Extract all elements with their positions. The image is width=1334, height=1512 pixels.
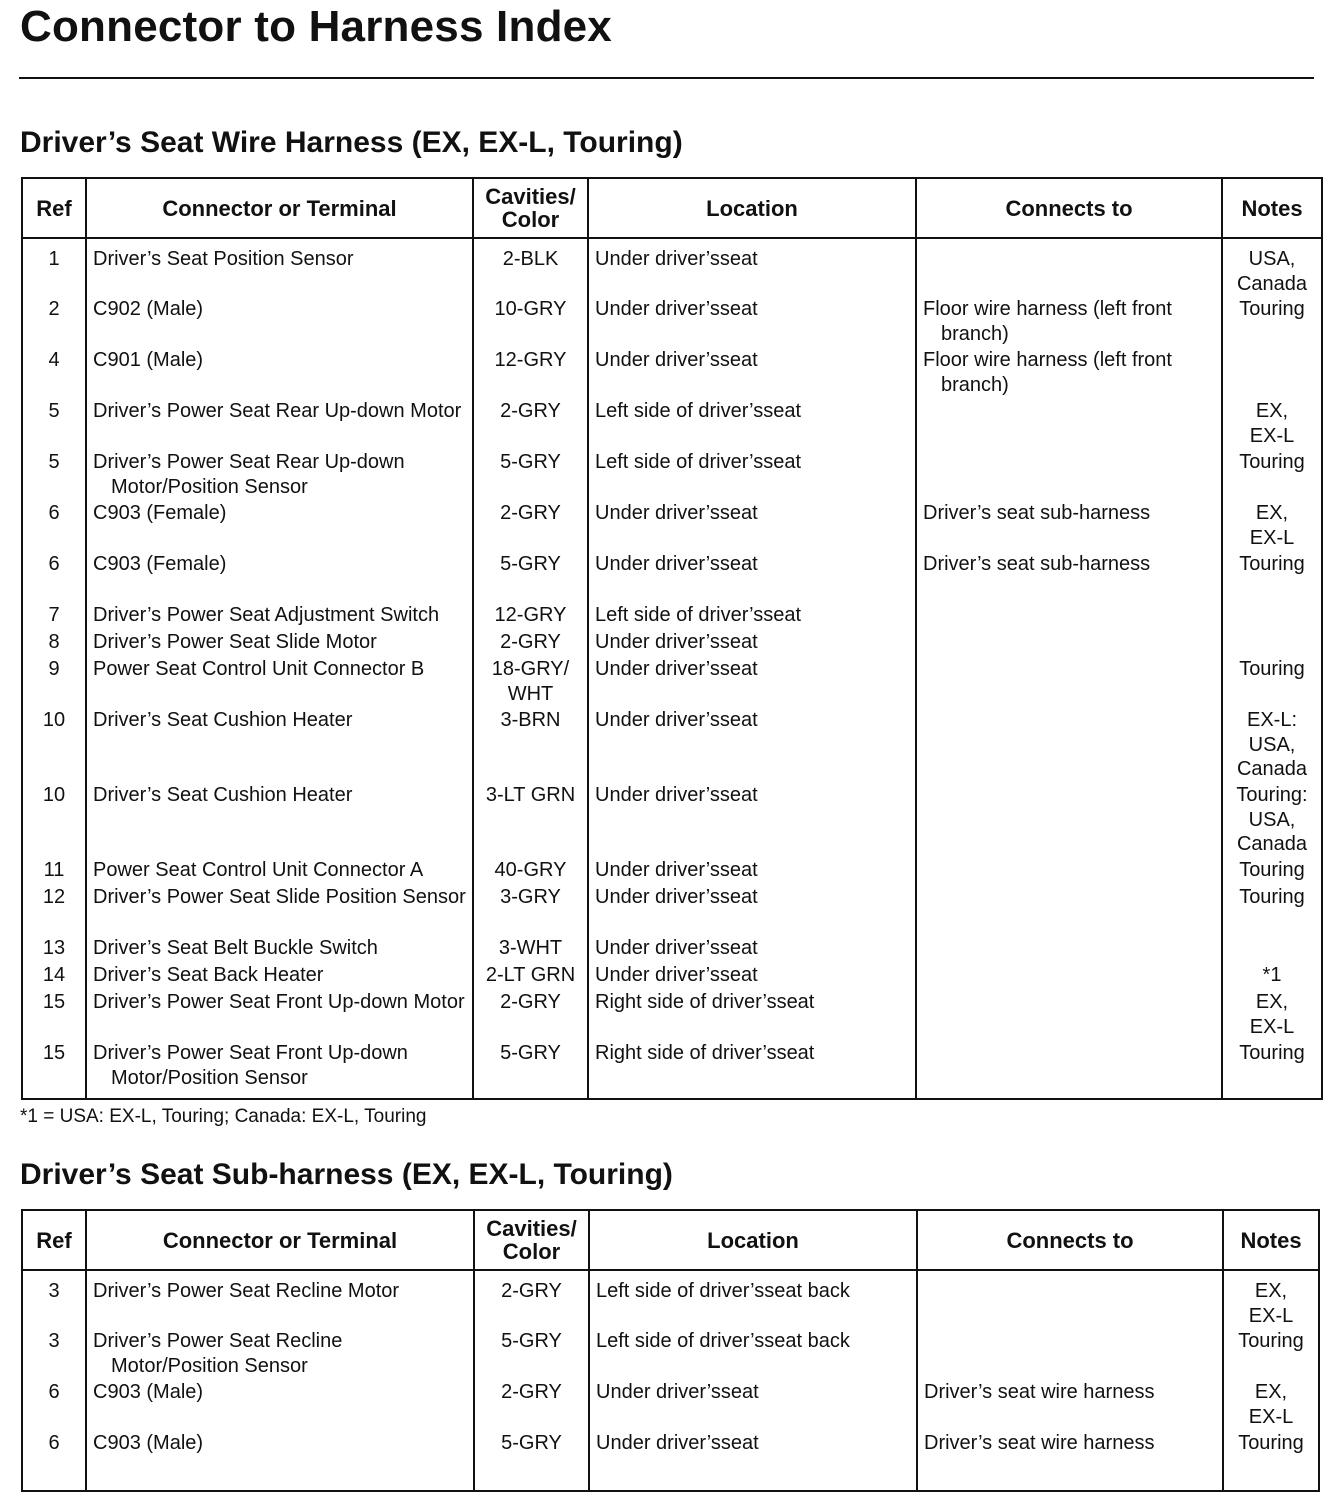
row-connects-to: Driver’s seat sub-harness bbox=[923, 553, 1151, 575]
row-cavities: 2-GRY bbox=[501, 1280, 562, 1302]
row-notes: EX, EX-L bbox=[1248, 1381, 1294, 1428]
row-ref: 7 bbox=[48, 604, 60, 626]
row-cavities: 12-GRY bbox=[494, 604, 567, 626]
table-row bbox=[22, 1431, 1319, 1482]
table-row bbox=[22, 399, 1322, 450]
row-location: Right side of driver’sseat bbox=[595, 1042, 815, 1064]
row-connector: Driver’s Power Seat Rear Up-down Motor bbox=[93, 400, 462, 422]
row-ref: 1 bbox=[48, 248, 60, 270]
column-header-cavities: Cavities/ Color bbox=[474, 1210, 589, 1270]
column-header-connects-to: Connects to bbox=[916, 178, 1222, 238]
row-connector: C903 (Male) bbox=[93, 1381, 204, 1403]
row-ref: 8 bbox=[48, 631, 60, 653]
row-cavities: 5-GRY bbox=[500, 1042, 561, 1064]
row-cavities: 5-GRY bbox=[501, 1432, 562, 1454]
row-ref: 14 bbox=[42, 964, 66, 986]
row-ref: 10 bbox=[42, 784, 66, 806]
row-location: Under driver’sseat bbox=[595, 937, 758, 959]
table-row bbox=[22, 990, 1322, 1041]
row-notes: EX, EX-L bbox=[1249, 502, 1295, 549]
row-notes: EX-L: USA, Canada bbox=[1236, 709, 1308, 780]
row-ref: 15 bbox=[42, 1042, 66, 1064]
row-cavities: 5-GRY bbox=[501, 1330, 562, 1352]
column-header-ref: Ref bbox=[22, 1210, 86, 1270]
table-row bbox=[22, 603, 1322, 630]
row-notes: Touring bbox=[1239, 553, 1305, 575]
row-connector: C902 (Male) bbox=[93, 298, 204, 320]
table-row bbox=[22, 297, 1322, 348]
row-connector: Driver’s Power Seat Recline Motor/Position Sensor bbox=[93, 1330, 343, 1377]
footnote: *1 = USA: EX-L, Touring; Canada: EX-L, Touring bbox=[20, 1106, 427, 1127]
row-ref: 11 bbox=[43, 859, 65, 881]
row-cavities: 12-GRY bbox=[494, 349, 567, 371]
row-location: Under driver’sseat bbox=[595, 248, 758, 270]
table-row bbox=[22, 348, 1322, 399]
row-ref: 15 bbox=[42, 991, 66, 1013]
row-connects-to: Floor wire harness (left front branch) bbox=[923, 298, 1172, 345]
row-notes: Touring: USA, Canada bbox=[1236, 784, 1308, 855]
row-connector: C901 (Male) bbox=[93, 349, 204, 371]
table-row bbox=[22, 450, 1322, 501]
row-connects-to: Floor wire harness (left front branch) bbox=[923, 349, 1172, 396]
row-ref: 5 bbox=[48, 400, 60, 422]
column-header-ref: Ref bbox=[22, 178, 86, 238]
table-row bbox=[22, 1041, 1322, 1090]
row-location: Left side of driver’sseat bbox=[595, 400, 802, 422]
title-divider bbox=[19, 77, 1314, 79]
row-connector: Driver’s Power Seat Rear Up-down Motor/Position Sensor bbox=[93, 451, 405, 498]
table-row bbox=[22, 552, 1322, 603]
row-notes: *1 bbox=[1262, 964, 1282, 986]
row-connector: Driver’s Power Seat Adjustment Switch bbox=[93, 604, 440, 626]
row-notes: Touring bbox=[1239, 886, 1305, 908]
row-location: Under driver’sseat bbox=[595, 502, 758, 524]
row-ref: 12 bbox=[42, 886, 66, 908]
wire-harness-table-body bbox=[22, 238, 1322, 1099]
row-connector: C903 (Female) bbox=[93, 502, 227, 524]
row-cavities: 2-GRY bbox=[500, 400, 561, 422]
row-connector: Driver’s Power Seat Slide Position Sensor bbox=[93, 886, 466, 908]
table-row bbox=[22, 1270, 1319, 1329]
row-notes: EX, EX-L bbox=[1248, 1280, 1294, 1327]
row-connector: Driver’s Power Seat Recline Motor bbox=[93, 1280, 400, 1302]
table-row bbox=[22, 708, 1322, 783]
row-location: Under driver’sseat bbox=[596, 1381, 759, 1403]
row-cavities: 10-GRY bbox=[494, 298, 567, 320]
row-location: Right side of driver’sseat bbox=[595, 991, 815, 1013]
row-connector: Driver’s Seat Cushion Heater bbox=[93, 709, 353, 731]
table-header-row bbox=[22, 1210, 1319, 1270]
table-row bbox=[22, 1380, 1319, 1431]
row-cavities: 3-WHT bbox=[498, 937, 563, 959]
row-ref: 6 bbox=[48, 502, 60, 524]
row-notes: Touring bbox=[1239, 1042, 1305, 1064]
table-filler-row bbox=[22, 1090, 1322, 1099]
row-location: Left side of driver’sseat back bbox=[596, 1330, 850, 1352]
row-location: Under driver’sseat bbox=[595, 709, 758, 731]
table-row bbox=[22, 1329, 1319, 1380]
row-ref: 5 bbox=[48, 451, 60, 473]
column-header-notes: Notes bbox=[1223, 1210, 1319, 1270]
table-row bbox=[22, 963, 1322, 990]
row-location: Left side of driver’sseat bbox=[595, 604, 802, 626]
row-cavities: 5-GRY bbox=[500, 553, 561, 575]
row-ref: 13 bbox=[42, 937, 66, 959]
sub-harness-table bbox=[21, 1209, 1320, 1492]
table-row bbox=[22, 885, 1322, 936]
row-location: Under driver’sseat bbox=[595, 859, 758, 881]
table-row bbox=[22, 238, 1322, 297]
row-cavities: 40-GRY bbox=[494, 859, 567, 881]
row-connects-to: Driver’s seat wire harness bbox=[924, 1381, 1155, 1403]
column-header-location: Location bbox=[589, 1210, 917, 1270]
row-location: Left side of driver’sseat back bbox=[596, 1280, 850, 1302]
row-cavities: 2-GRY bbox=[501, 1381, 562, 1403]
row-cavities: 2-GRY bbox=[500, 502, 561, 524]
row-connector: Power Seat Control Unit Connector B bbox=[93, 658, 425, 680]
row-location: Under driver’sseat bbox=[595, 658, 758, 680]
row-location: Under driver’sseat bbox=[595, 553, 758, 575]
row-ref: 3 bbox=[48, 1330, 60, 1352]
row-connects-to: Driver’s seat wire harness bbox=[924, 1432, 1155, 1454]
row-cavities: 2-GRY bbox=[500, 631, 561, 653]
row-notes: Touring bbox=[1239, 859, 1305, 881]
row-location: Under driver’sseat bbox=[595, 784, 758, 806]
table-row bbox=[22, 858, 1322, 885]
row-ref: 6 bbox=[48, 553, 60, 575]
row-notes: Touring bbox=[1239, 451, 1305, 473]
wire-harness-table bbox=[21, 177, 1323, 1100]
row-ref: 6 bbox=[48, 1381, 60, 1403]
row-location: Under driver’sseat bbox=[595, 886, 758, 908]
row-location: Under driver’sseat bbox=[595, 298, 758, 320]
row-connects-to: Driver’s seat sub-harness bbox=[923, 502, 1151, 524]
table-row bbox=[22, 936, 1322, 963]
row-notes: EX, EX-L bbox=[1249, 991, 1295, 1038]
row-cavities: 5-GRY bbox=[500, 451, 561, 473]
row-location: Under driver’sseat bbox=[595, 964, 758, 986]
row-ref: 10 bbox=[42, 709, 66, 731]
row-location: Under driver’sseat bbox=[596, 1432, 759, 1454]
row-cavities: 2-BLK bbox=[502, 248, 559, 270]
table-row bbox=[22, 783, 1322, 858]
row-notes: Touring bbox=[1238, 1330, 1304, 1352]
section-heading-wire-harness: Driver’s Seat Wire Harness (EX, EX-L, Touring) bbox=[20, 126, 683, 159]
section-heading-sub-harness: Driver’s Seat Sub-harness (EX, EX-L, Touring) bbox=[20, 1158, 673, 1191]
row-connector: Driver’s Seat Back Heater bbox=[93, 964, 324, 986]
row-connector: Driver’s Power Seat Slide Motor bbox=[93, 631, 377, 653]
row-ref: 6 bbox=[48, 1432, 60, 1454]
row-location: Left side of driver’sseat bbox=[595, 451, 802, 473]
table-filler-row bbox=[22, 1482, 1319, 1491]
row-notes: Touring bbox=[1239, 298, 1305, 320]
row-connector: Power Seat Control Unit Connector A bbox=[93, 859, 424, 881]
row-notes: Touring bbox=[1239, 658, 1305, 680]
row-location: Under driver’sseat bbox=[595, 631, 758, 653]
column-header-connector: Connector or Terminal bbox=[86, 1210, 474, 1270]
table-row bbox=[22, 657, 1322, 708]
row-connector: C903 (Female) bbox=[93, 553, 227, 575]
row-connector: Driver’s Seat Position Sensor bbox=[93, 248, 354, 270]
row-cavities: 2-LT GRN bbox=[485, 964, 576, 986]
row-location: Under driver’sseat bbox=[595, 349, 758, 371]
row-connector: Driver’s Power Seat Front Up-down Motor bbox=[93, 991, 465, 1013]
row-cavities: 3-GRY bbox=[500, 886, 561, 908]
column-header-connects-to: Connects to bbox=[917, 1210, 1223, 1270]
table-row bbox=[22, 630, 1322, 657]
row-cavities: 18-GRY/ WHT bbox=[491, 658, 570, 705]
row-notes: USA, Canada bbox=[1236, 248, 1308, 295]
column-header-connector: Connector or Terminal bbox=[86, 178, 473, 238]
row-cavities: 3-BRN bbox=[500, 709, 561, 731]
row-ref: 2 bbox=[48, 298, 60, 320]
row-connector: C903 (Male) bbox=[93, 1432, 204, 1454]
row-cavities: 3-LT GRN bbox=[485, 784, 576, 806]
column-header-location: Location bbox=[588, 178, 916, 238]
row-ref: 3 bbox=[48, 1280, 60, 1302]
page-title: Connector to Harness Index bbox=[20, 2, 612, 51]
row-connector: Driver’s Seat Belt Buckle Switch bbox=[93, 937, 378, 959]
row-connector: Driver’s Seat Cushion Heater bbox=[93, 784, 353, 806]
table-row bbox=[22, 501, 1322, 552]
row-connector: Driver’s Power Seat Front Up-down Motor/Position Sensor bbox=[93, 1042, 408, 1089]
sub-harness-table-body bbox=[22, 1270, 1319, 1491]
row-notes: EX, EX-L bbox=[1249, 400, 1295, 447]
table-header-row bbox=[22, 178, 1322, 238]
row-cavities: 2-GRY bbox=[500, 991, 561, 1013]
row-ref: 4 bbox=[48, 349, 60, 371]
row-ref: 9 bbox=[48, 658, 60, 680]
column-header-cavities: Cavities/ Color bbox=[473, 178, 588, 238]
column-header-notes: Notes bbox=[1222, 178, 1322, 238]
row-notes: Touring bbox=[1238, 1432, 1304, 1454]
